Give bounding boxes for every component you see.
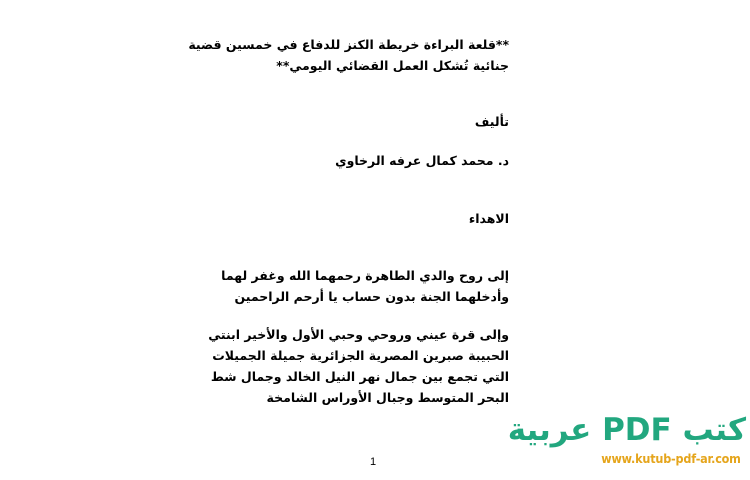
dedication-paragraph-2 — [208, 324, 509, 408]
dedication-2-line-1: وإلى قرة عيني وروحي وحبي الأول والأخير ابنتي — [208, 327, 509, 342]
dedication-paragraph-1 — [221, 265, 509, 307]
book-title — [188, 34, 509, 76]
page-number: 1 — [370, 456, 377, 468]
dedication-heading: الاهداء — [468, 211, 509, 226]
dedication-2-line-4: البحر المتوسط وجبال الأوراس الشامخة — [266, 390, 509, 405]
dedication-1-line-2: وأدخلهما الجنة بدون حساب يا أرحم الراحمين — [234, 289, 509, 304]
dedication-2-line-3: التي تجمع بين جمال نهر النيل الخالد وجمال شط — [210, 369, 509, 384]
author-heading: تأليف — [474, 114, 509, 129]
watermark-url: www.kutub-pdf-ar.com — [601, 451, 741, 466]
book-title-line-2: جنائية تُشكل العمل القضائي اليومي** — [276, 58, 509, 73]
watermark-title: كتب PDF عربية — [507, 412, 746, 448]
author-name: د. محمد كمال عرفه الرخاوي — [335, 153, 509, 168]
dedication-2-line-2: الحبيبة صبرين المصرية الجزائرية جميلة الجميلات — [212, 348, 509, 363]
dedication-1-line-1: إلى روح والدي الطاهرة رحمهما الله وغفر لهما — [221, 268, 509, 283]
watermark-logo — [507, 410, 746, 476]
book-title-line-1: **قلعة البراءة خريطة الكنز للدفاع في خمسين قضية — [188, 37, 509, 52]
